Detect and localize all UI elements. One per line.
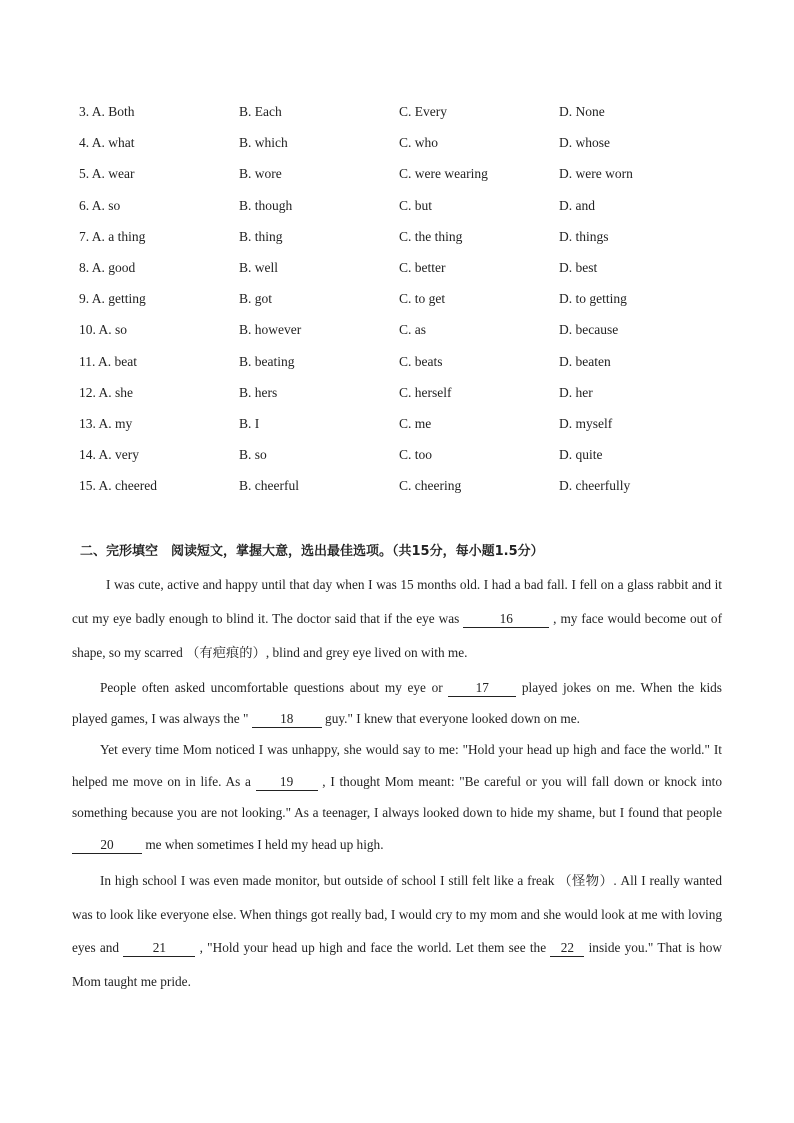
option-a: 13. A. my	[79, 415, 133, 431]
passage-text: me when sometimes I held my head up high.	[142, 836, 384, 852]
option-d: D. to getting	[559, 291, 627, 307]
option-c: C. were wearing	[399, 166, 488, 182]
option-row-4	[0, 133, 794, 164]
blank-18: 18	[252, 711, 322, 728]
passage-paragraph-2	[72, 672, 722, 734]
passage-text: People often asked uncomfortable questions about my eye or	[100, 680, 449, 695]
option-d: D. and	[559, 197, 595, 213]
option-a: 5. A. wear	[79, 166, 135, 182]
option-c: C. Every	[399, 104, 447, 119]
option-d: D. things	[559, 228, 609, 244]
option-a: 14. A. very	[79, 447, 139, 463]
blank-20: 20	[72, 837, 142, 854]
blank-19: 19	[256, 774, 318, 791]
option-b: B. though	[239, 197, 293, 213]
option-a: 9. A. getting	[79, 291, 146, 307]
passage-text: inside you." That is how Mom taught me pride.	[72, 940, 722, 989]
option-c: C. who	[399, 135, 439, 151]
option-row-12	[0, 383, 794, 414]
option-row-11	[0, 352, 794, 383]
option-a: 15. A. cheered	[79, 478, 157, 494]
option-d: D. best	[559, 259, 598, 275]
option-row-9	[0, 289, 794, 320]
passage-paragraph-1	[72, 568, 722, 670]
option-a: 12. A. she	[79, 384, 133, 400]
blank-17: 17	[448, 680, 516, 697]
option-c: C. but	[399, 197, 433, 213]
option-d: D. were worn	[559, 166, 633, 182]
option-d: D. because	[559, 322, 619, 338]
option-b: B. I	[239, 415, 260, 431]
option-row-8	[0, 258, 794, 289]
option-a: 6. A. so	[79, 197, 121, 213]
option-b: B. thing	[239, 228, 283, 244]
option-d: D. cheerfully	[559, 478, 631, 494]
option-b: B. so	[239, 447, 267, 463]
passage-paragraph-4	[72, 864, 722, 998]
option-row-7	[0, 227, 794, 258]
option-a: 4. A. what	[79, 135, 135, 151]
option-a: 11. A. beat	[79, 353, 137, 369]
passage-text: , "Hold your head up high and face the world. Let them see the	[195, 940, 551, 955]
option-c: C. to get	[399, 291, 446, 307]
option-b: B. Each	[239, 104, 282, 119]
option-d: D. her	[559, 384, 593, 400]
option-a: 8. A. good	[79, 259, 136, 275]
option-row-3	[0, 102, 794, 133]
option-b: B. hers	[239, 384, 278, 400]
passage-text: , my face would become out of shape, so my scarred （有疤痕的）, blind and grey eye lived on with me.	[72, 611, 722, 660]
option-row-13	[0, 414, 794, 445]
option-c: C. me	[399, 415, 432, 431]
option-c: C. cheering	[399, 478, 462, 494]
option-b: B. wore	[239, 166, 282, 182]
option-row-6	[0, 196, 794, 227]
option-c: C. as	[399, 322, 426, 338]
option-b: B. however	[239, 322, 302, 338]
option-d: D. None	[559, 104, 605, 119]
option-b: B. got	[239, 291, 273, 307]
option-d: D. beaten	[559, 353, 611, 369]
passage-text: Yet every time Mom noticed I was unhappy, she would say to me: "Hold your head up high and face the world." It helped me move on in life. As a	[72, 742, 722, 789]
option-c: C. better	[399, 259, 446, 275]
option-c: C. herself	[399, 384, 452, 400]
option-row-14	[0, 445, 794, 476]
passage-text: , I thought Mom meant: "Be careful or you will fall down or knock into something because you are not looking." As a teenager, I always looked down to hide my shame, but I found that people	[72, 773, 723, 820]
blank-21: 21	[123, 940, 195, 957]
option-c: C. too	[399, 447, 433, 463]
blank-22: 22	[550, 940, 584, 957]
section-title: 二、完形填空 阅读短文，掌握大意，选出最佳选项。（共15分，每小题1.5分）	[80, 544, 544, 559]
option-row-10	[0, 320, 794, 351]
option-row-15	[0, 476, 794, 507]
option-b: B. well	[239, 259, 278, 275]
option-d: D. myself	[559, 415, 613, 431]
passage-text: guy." I knew that everyone looked down on me.	[321, 711, 580, 726]
option-row-5	[0, 164, 794, 195]
passage-paragraph-3	[72, 734, 722, 860]
option-c: C. the thing	[399, 228, 463, 244]
passage-text: played jokes on me. When the kids played games, I was always the "	[72, 680, 722, 726]
cloze-passage	[72, 568, 722, 998]
option-d: D. whose	[559, 135, 610, 151]
option-b: B. cheerful	[239, 478, 299, 494]
option-c: C. beats	[399, 353, 443, 369]
option-a: 3. A. Both	[79, 104, 135, 119]
passage-text: I was cute, active and happy until that day when I was 15 months old. I had a bad fall. I fell on a glass rabbit and it cut my eye badly enough to blind it. The doctor said that if the eye was	[72, 577, 722, 626]
passage-text: In high school I was even made monitor, but outside of school I still felt like a freak （怪物）. All I really wanted was to look like everyone else. When things got really bad, I would cry to my mom and she would look at me with loving eyes and	[72, 873, 722, 955]
option-a: 7. A. a thing	[79, 228, 146, 244]
option-b: B. beating	[239, 353, 295, 369]
option-d: D. quite	[559, 447, 603, 463]
answer-options-list	[0, 102, 794, 507]
option-a: 10. A. so	[79, 322, 128, 338]
blank-16: 16	[463, 611, 549, 628]
option-b: B. which	[239, 135, 288, 151]
